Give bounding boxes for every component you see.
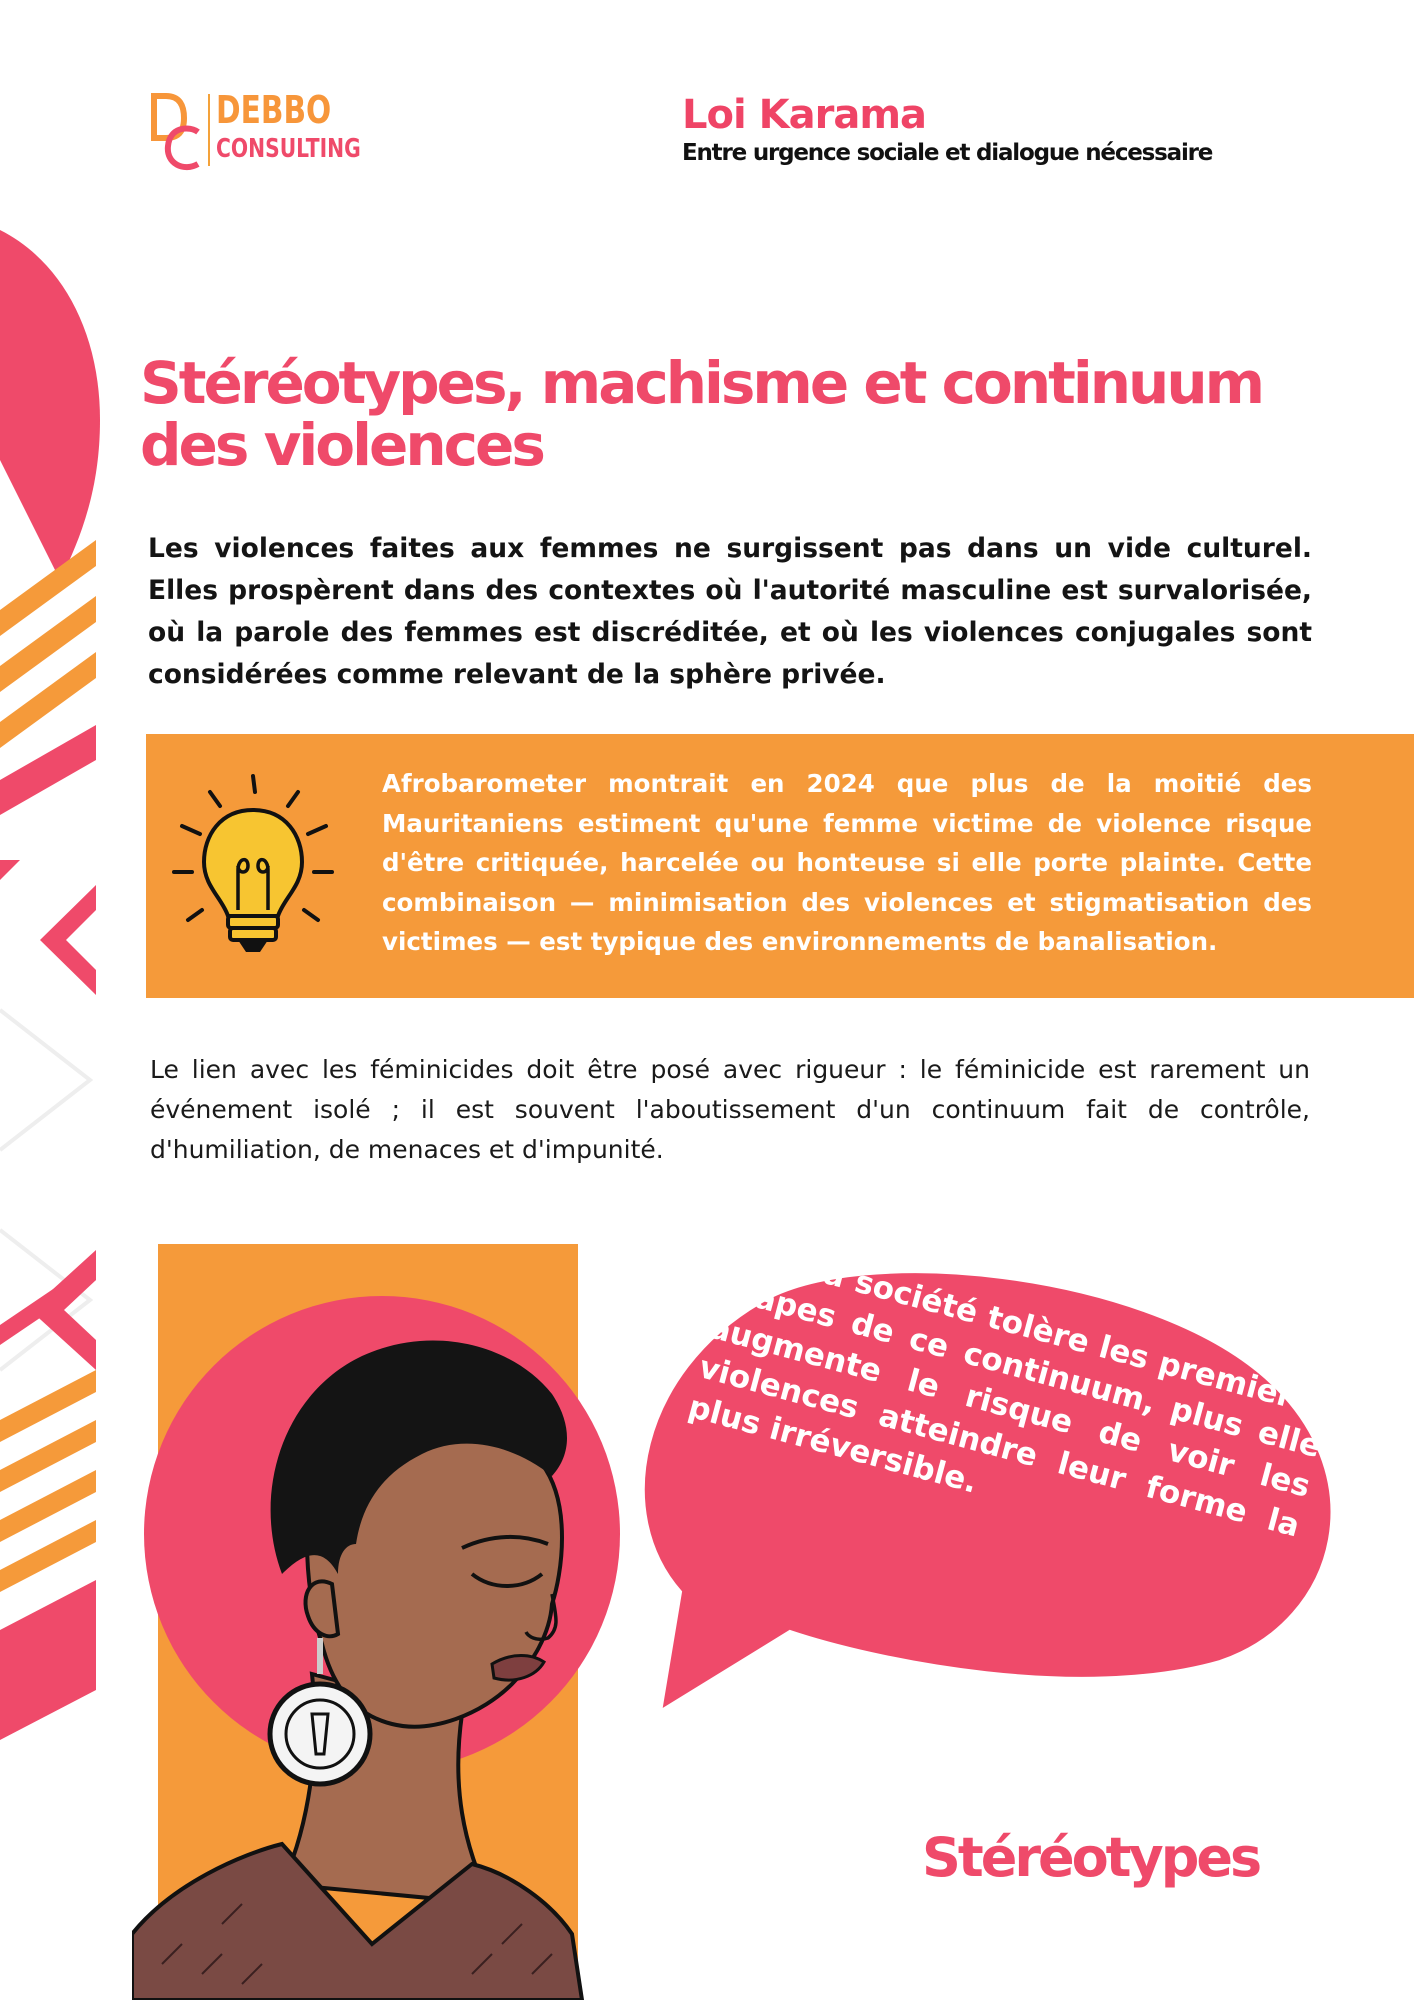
header-title: Loi Karama xyxy=(682,92,926,138)
side-decoration xyxy=(0,220,110,2000)
callout-box xyxy=(146,734,1414,998)
intro-paragraph: Les violences faites aux femmes ne surgissent pas dans un vide culturel. Elles prospèrent dans des contextes où l'autorité masculine est survalorisée, où la parole des femmes est discréditée, et où les violences conjugales sont considérées comme relevant de la sphère privée. xyxy=(148,533,1312,690)
page-title: Stéréotypes, machisme et continuum des violences xyxy=(140,349,1263,479)
lightbulb-icon xyxy=(168,770,338,960)
logo xyxy=(150,88,361,174)
logo-mark-icon xyxy=(150,92,202,172)
body-paragraph: Le lien avec les féminicides doit être posé avec rigueur : le féminicide est rarement un événement isolé ; il est souvent l'aboutissement d'un continuum fait de contrôle, d'humiliation, de menaces et d'impunité. xyxy=(150,1055,1310,1164)
footer-keyword: Stéréotypes xyxy=(922,1826,1260,1889)
quote-text: Plus la société tolère les premières étapes de ce continuum, plus elle augmente le risque de voir les violences atteindre leur forme la plus irréversible. xyxy=(684,1230,1336,1545)
logo-name: DEBBO xyxy=(216,88,332,132)
logo-subtitle: CONSULTING xyxy=(216,134,361,164)
header-subtitle: Entre urgence sociale et dialogue nécessaire xyxy=(682,140,1213,166)
callout-text: Afrobarometer montrait en 2024 que plus de la moitié des Mauritaniens estiment qu'une femme victime de violence risque d'être critiquée, harcelée ou honteuse si elle porte plainte. Cette combinaison — minimisation des violences et stigmatisation des victimes — est typique des environnements de banalisation. xyxy=(382,769,1312,956)
logo-divider xyxy=(208,94,210,166)
